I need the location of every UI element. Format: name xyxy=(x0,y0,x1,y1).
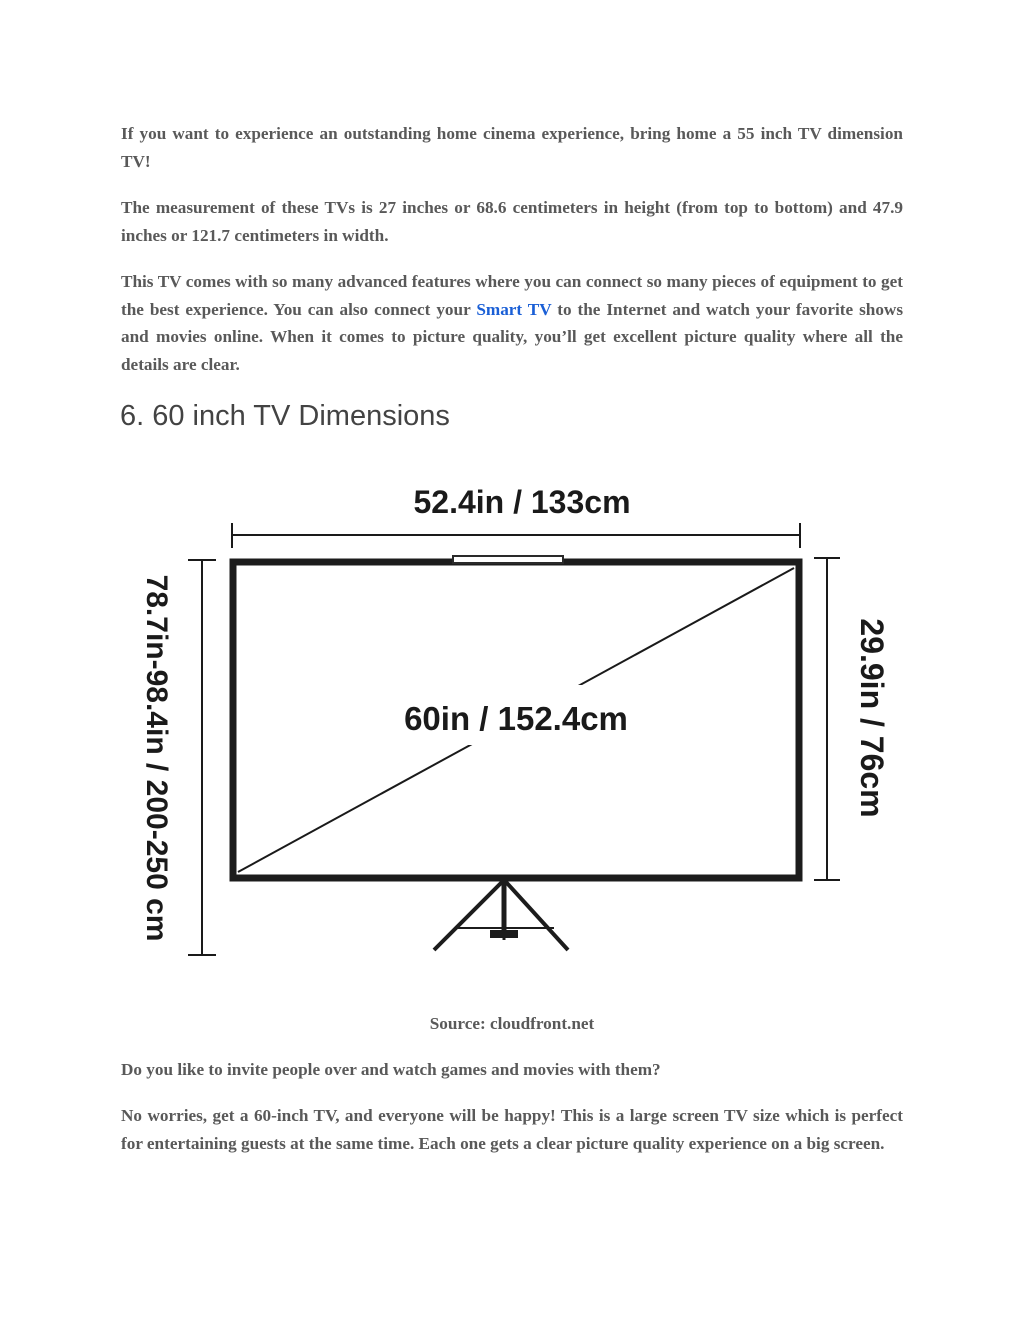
paragraph-55-inch-measurement: The measurement of these TVs is 27 inches or 68.6 centimeters in height (from top to bottom) and 47.9 inches or 121.7 centimeters in width. xyxy=(121,198,903,245)
tripod-leg-left xyxy=(434,882,502,950)
paragraph-invite-question: Do you like to invite people over and watch games and movies with them? xyxy=(121,1060,661,1079)
paragraph-text-before-link: This TV comes with so many advanced features where you can connect so many pieces of equipment to get the best experience. You can also connect your xyxy=(121,272,903,319)
smart-tv-link[interactable]: Smart TV xyxy=(476,299,552,319)
screen-top-handle xyxy=(453,556,563,563)
total-height-label: 78.7in-98.4in / 200-250 cm xyxy=(140,574,173,942)
tv-diagram-svg xyxy=(130,470,890,970)
paragraph-text-after-link: to the Internet and watch your favorite shows and movies online. When it comes to picture quality, you’ll get excellent picture quality where all the details are clear. xyxy=(121,299,904,374)
paragraph-60-inch-benefits: No worries, get a 60-inch TV, and everyone will be happy! This is a large screen TV size which is perfect for entertaining guests at the same time. Each one gets a clear picture quality experience on a big screen. xyxy=(121,1106,903,1153)
figure-caption: Source: cloudfront.net xyxy=(429,1014,595,1033)
tripod-leg-right xyxy=(506,882,568,950)
width-label: 52.4in / 133cm xyxy=(413,484,631,520)
paragraph-55-inch-features xyxy=(121,268,903,378)
paragraph-55-inch-intro: If you want to experience an outstanding home cinema experience, bring home a 55 inch TV dimension TV! xyxy=(121,124,903,171)
tripod-hub xyxy=(490,930,518,938)
diagonal-label: 60in / 152.4cm xyxy=(404,700,628,737)
section-heading: 6. 60 inch TV Dimensions xyxy=(120,400,450,432)
height-label: 29.9in / 76cm xyxy=(854,618,890,818)
tv-dimension-diagram xyxy=(130,470,890,970)
